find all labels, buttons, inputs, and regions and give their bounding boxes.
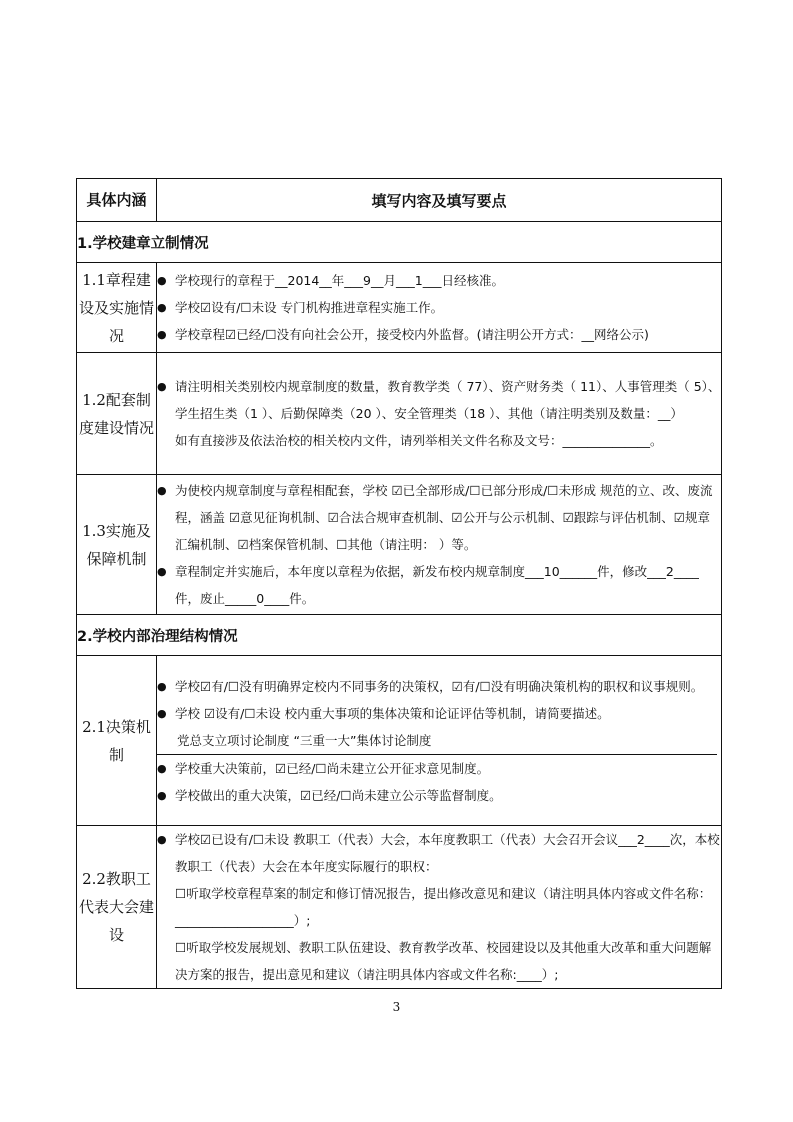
list-item: ● 学校☑已设有/☐未设 教职工（代表）大会，本年度教职工（代表）大会召开会议___2____次，本校教职工（代表）大会在本年度实际履行的职权： [157, 826, 721, 880]
list-item: ☐听取学校章程草案的制定和修订情况报告，提出修改意见和建议（请注明具体内容或文件名称：___________________）; [175, 886, 712, 928]
list-item: ● 学校现行的章程于__2014__年___9__月___1___日经核准。 [157, 267, 721, 294]
header-col1: 具体内涵 [77, 179, 157, 222]
row-content [157, 656, 722, 826]
list-item: ● 请注明相关类别校内规章制度的数量，教育教学类（ 77）、资产财务类（ 11）、人事管理类（ 5）、学生招生类（1 ）、后勤保障类（20 ）、安全管理类（18 ）、其他（请注明类别及数量：__） [157, 373, 721, 427]
table-row [77, 656, 722, 826]
table-row [77, 353, 722, 475]
list-item: ● 学校☑有/☐没有明确界定校内不同事务的决策权，☑有/☐没有明确决策机构的职权和议事规则。 [157, 673, 721, 700]
section-row [77, 615, 722, 656]
list-item: 如有直接涉及依法治校的相关校内文件，请列举相关文件名称及文号：______________。 [175, 433, 663, 448]
list-item: ● 学校 ☑设有/☐未设 校内重大事项的集体决策和论证评估等机制，请简要描述。 [157, 700, 721, 727]
section-title: 1.学校建章立制情况 [77, 222, 722, 263]
description-line: 党总支立项讨论制度 “三重一大”集体讨论制度 [157, 727, 717, 755]
row-label: 1.2配套制度建设情况 [77, 353, 157, 475]
page-number: 3 [392, 1000, 401, 1014]
row-content [157, 475, 722, 615]
row-label: 1.3实施及保障机制 [77, 475, 157, 615]
list-item: ● 学校重大决策前，☑已经/☐尚未建立公开征求意见制度。 [157, 755, 721, 782]
list-item: ● 学校☑设有/☐未设 专门机构推进章程实施工作。 [157, 294, 721, 321]
table-row [77, 826, 722, 989]
list-item: ● 章程制定并实施后，本年度以章程为依据，新发布校内规章制度___10______件，修改___2____件，废止_____0____件。 [157, 558, 721, 612]
header-row [77, 179, 722, 222]
header-col2: 填写内容及填写要点 [157, 179, 722, 222]
list-item: ☐听取学校发展规划、教职工队伍建设、教育教学改革、校园建设以及其他重大改革和重大问题解决方案的报告，提出意见和建议（请注明具体内容或文件名称:____）; [175, 940, 712, 982]
row-label: 1.1章程建设及实施情况 [77, 263, 157, 353]
table-row [77, 475, 722, 615]
list-item: ● 为使校内规章制度与章程相配套，学校 ☑已全部形成/☐已部分形成/☐未形成 规范的立、改、废流程，涵盖 ☑意见征询机制、☑合法合规审查机制、☑公开与公示机制、☑跟踪与评估机制、☑规章汇编机制、☑档案保管机制、☐其他（请注明： ）等。 [157, 477, 721, 558]
section-row [77, 222, 722, 263]
report-form-table [76, 178, 722, 989]
list-item: ● 学校做出的重大决策，☑已经/☐尚未建立公示等监督制度。 [157, 782, 721, 809]
list-item: ● 学校章程☑已经/☐没有向社会公开，接受校内外监督。(请注明公开方式：__网络公示) [157, 321, 721, 348]
row-label: 2.2教职工代表大会建设 [77, 826, 157, 989]
row-label: 2.1决策机制 [77, 656, 157, 826]
table-row [77, 263, 722, 353]
row-content [157, 263, 722, 353]
row-content [157, 826, 722, 989]
row-content [157, 353, 722, 475]
section-title: 2.学校内部治理结构情况 [77, 615, 722, 656]
